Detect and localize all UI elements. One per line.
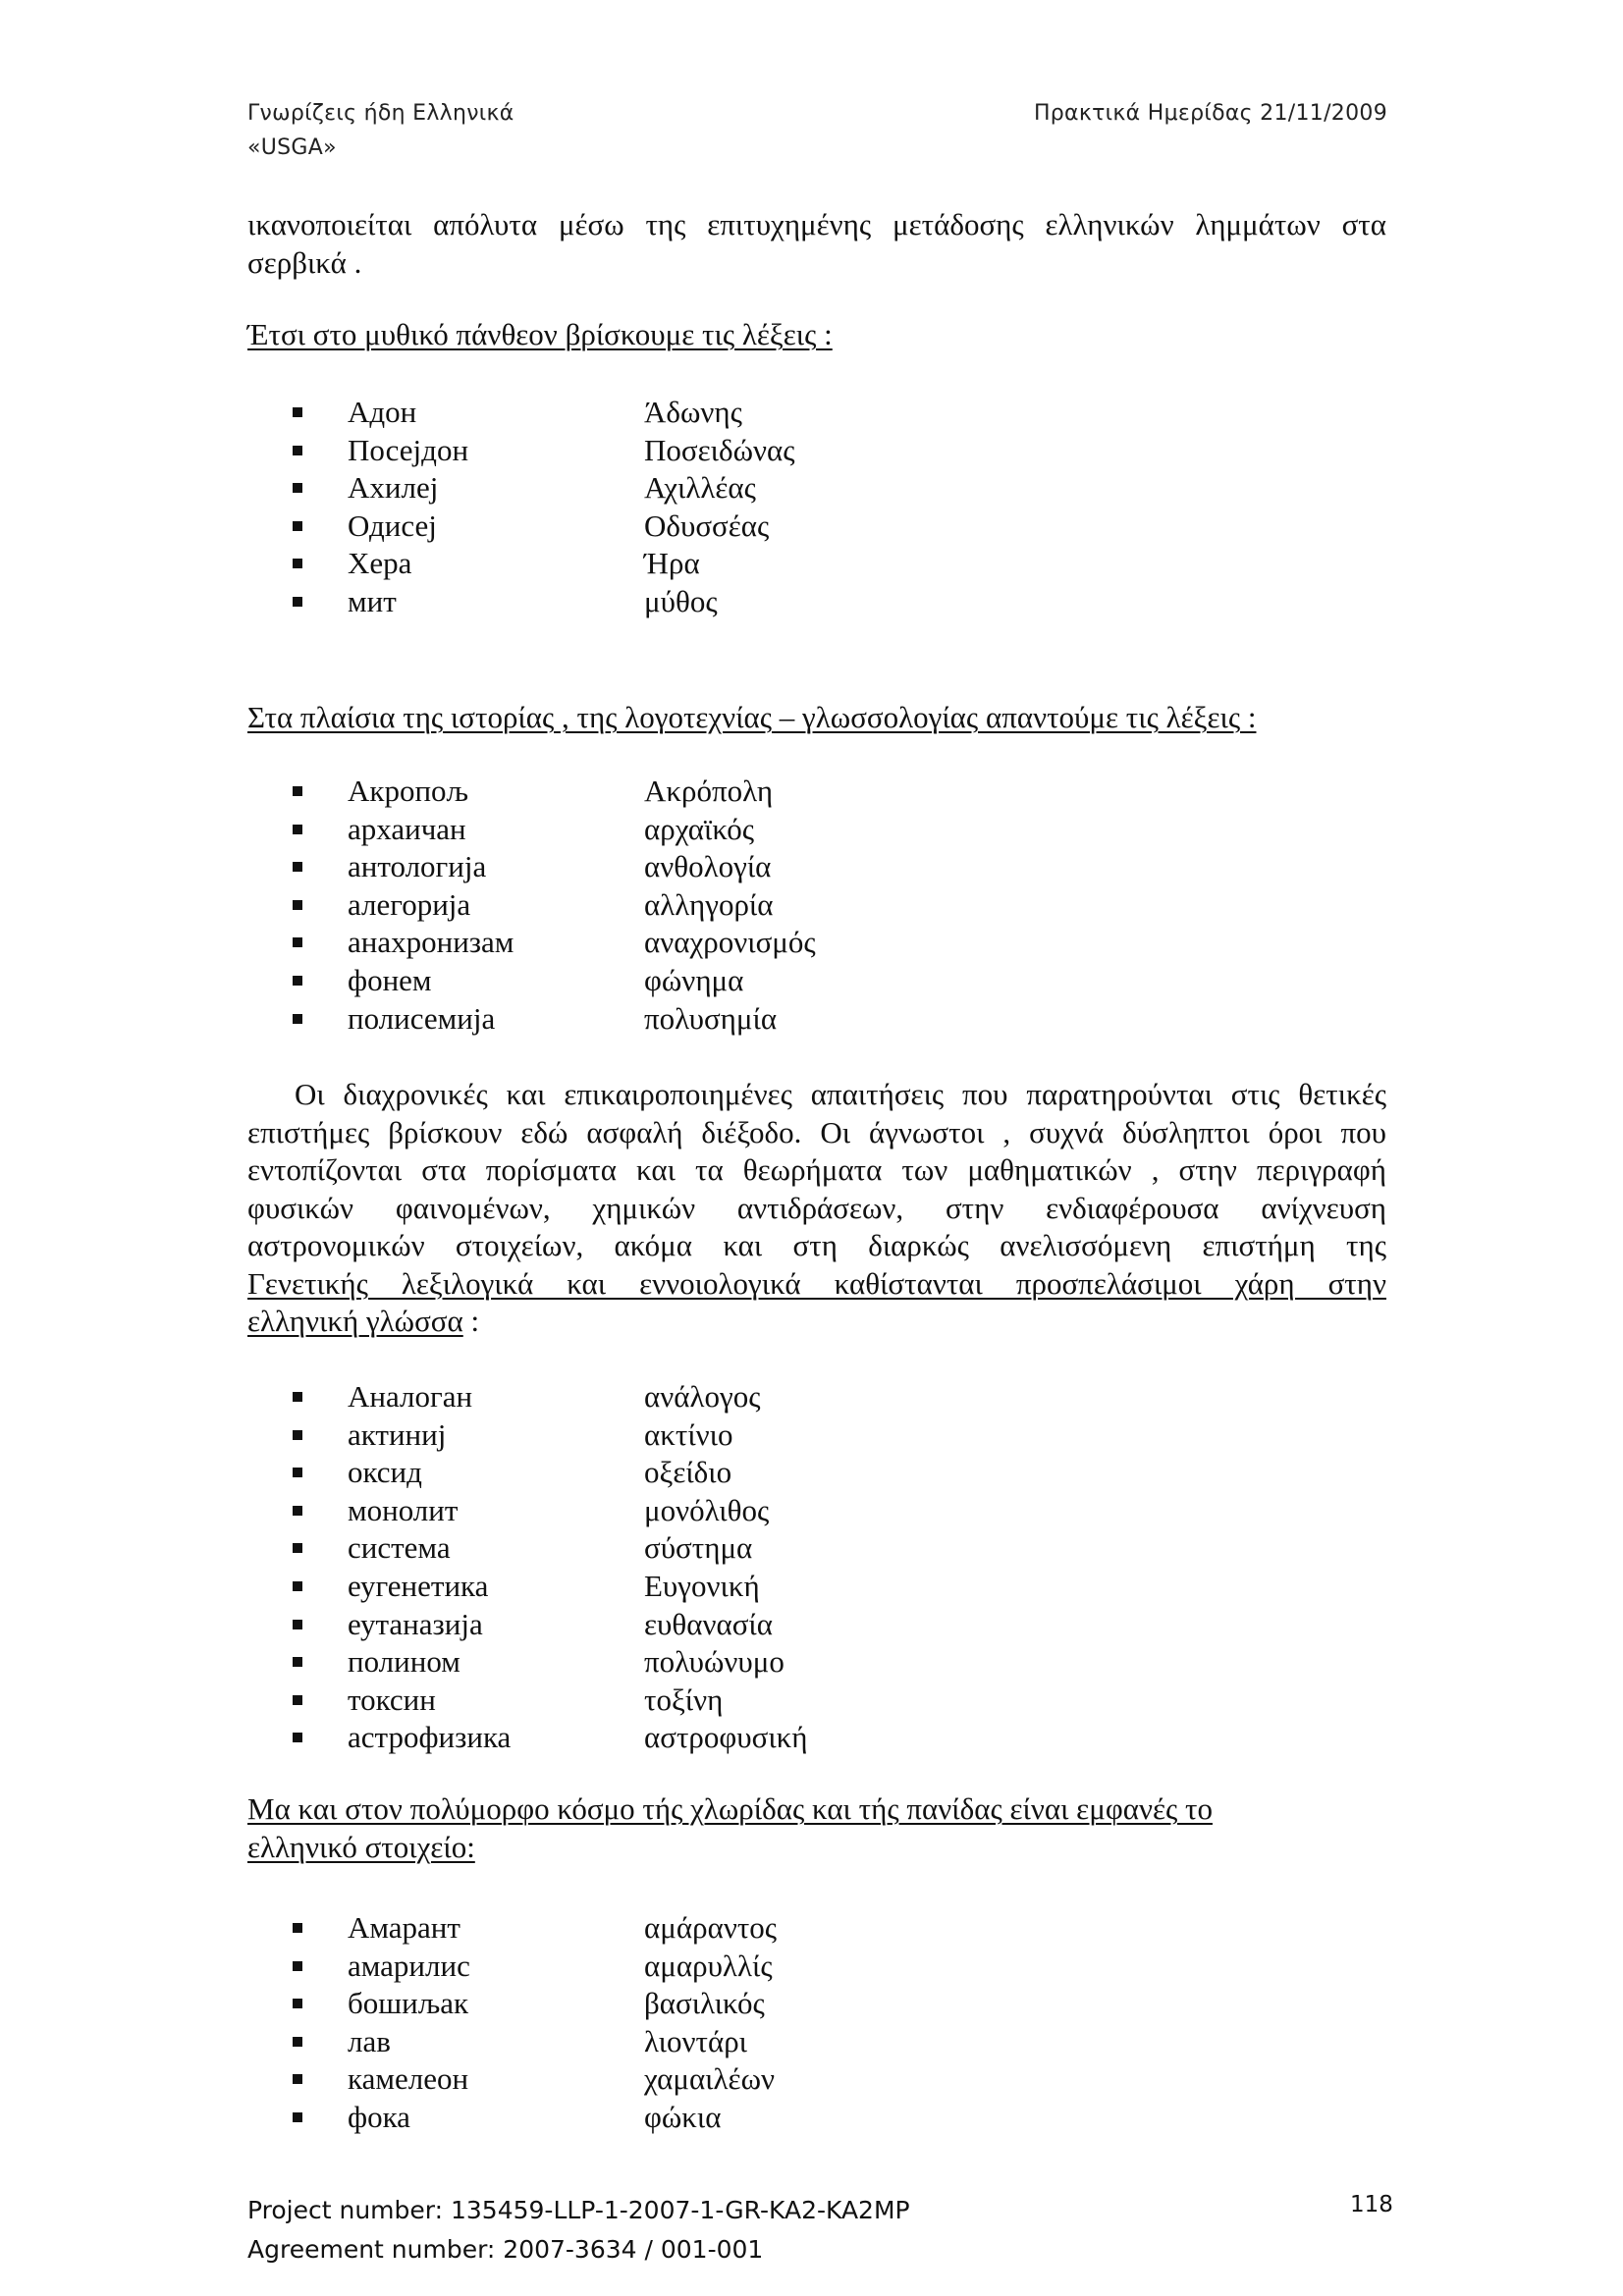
greek-word: φώνημα	[644, 962, 744, 997]
bullet-icon	[293, 976, 302, 986]
serbian-word: Посејдон	[348, 432, 469, 467]
underlined-phrase: ελληνική γλώσσα	[247, 1304, 463, 1338]
bullet-icon	[293, 407, 302, 417]
science-paragraph	[247, 1076, 1386, 1341]
serbian-word: полином	[348, 1644, 460, 1680]
bullet-icon	[293, 1468, 302, 1477]
header-subtitle: «USGA»	[247, 135, 337, 160]
paragraph-tail: :	[462, 1304, 480, 1338]
bullet-icon	[293, 521, 302, 531]
greek-word: μύθος	[644, 583, 718, 618]
section-heading-history: Στα πλαίσια της ιστορίας , της λογοτεχνίας – γλωσσολογίας απαντούμε τις λέξεις :	[247, 700, 1257, 734]
serbian-word: Одисеј	[348, 507, 437, 543]
greek-word: Οδυσσέας	[644, 507, 770, 543]
paragraph-line: Οι διαχρονικές και επικαιροποιημένες απαιτήσεις που παρατηρούνται στις θετικές	[295, 1077, 1386, 1111]
serbian-word: Аналоган	[348, 1379, 473, 1414]
serbian-word: Акропољ	[348, 774, 469, 808]
serbian-word: оксид	[348, 1455, 422, 1490]
bullet-icon	[293, 483, 302, 493]
greek-word: Άδωνης	[644, 395, 742, 429]
serbian-word: бошиљак	[348, 1986, 469, 2021]
serbian-word: еугенетика	[348, 1568, 489, 1603]
bullet-icon	[293, 2112, 302, 2122]
serbian-word: фока	[348, 2099, 410, 2134]
serbian-word: монолит	[348, 1492, 459, 1527]
bullet-icon	[293, 2037, 302, 2047]
bullet-icon	[293, 786, 302, 796]
header-title: Γνωρίζεις ήδη Ελληνικά	[247, 101, 514, 126]
greek-word: φώκια	[644, 2099, 722, 2134]
bullet-icon	[293, 937, 302, 947]
bullet-icon	[293, 1733, 302, 1742]
section-heading-nature-line1: Μα και στον πολύμορφο κόσμο τής χλωρίδας και τής πανίδας είναι εμφανές το	[247, 1791, 1213, 1826]
serbian-word: камелеон	[348, 2061, 469, 2097]
greek-word: Αχιλλέας	[644, 470, 756, 506]
greek-word: ακτίνιο	[644, 1416, 733, 1452]
serbian-word: архаичан	[348, 811, 466, 846]
bullet-icon	[293, 1581, 302, 1591]
serbian-word: Ахилеј	[348, 470, 439, 506]
greek-word: σύστημα	[644, 1530, 753, 1566]
paragraph-line: αστρονομικών στοιχείων, ακόμα και στη διαρκώς ανελισσόμενη επιστήμη της	[247, 1228, 1386, 1262]
bullet-icon	[293, 900, 302, 910]
bullet-icon	[293, 1695, 302, 1705]
bullet-icon	[293, 446, 302, 455]
greek-word: αναχρονισμός	[644, 925, 816, 960]
bullet-icon	[293, 1999, 302, 2008]
serbian-word: Амарант	[348, 1910, 460, 1945]
paragraph-line: σερβικά .	[247, 244, 362, 280]
bullet-icon	[293, 1506, 302, 1516]
serbian-word: полисемија	[348, 1000, 496, 1036]
serbian-word: система	[348, 1530, 451, 1566]
intro-paragraph	[247, 206, 1386, 282]
paragraph-line: ικανοποιείται απόλυτα μέσω της επιτυχημένης μετάδοσης ελληνικών λημμάτων στα	[247, 207, 1386, 241]
greek-word: Ευγονική	[644, 1568, 760, 1603]
greek-word: ανθολογία	[644, 849, 772, 884]
greek-word: χαμαιλέων	[644, 2061, 775, 2097]
serbian-word: лав	[348, 2023, 391, 2058]
serbian-word: мит	[348, 583, 397, 618]
greek-word: μονόλιθος	[644, 1492, 770, 1527]
greek-word: πολυώνυμο	[644, 1644, 784, 1680]
greek-word: αλληγορία	[644, 886, 774, 922]
bullet-icon	[293, 862, 302, 872]
greek-word: ευθανασία	[644, 1606, 774, 1641]
serbian-word: Хера	[348, 546, 412, 581]
bullet-icon	[293, 2074, 302, 2084]
bullet-icon	[293, 597, 302, 607]
bullet-icon	[293, 1014, 302, 1024]
paragraph-line-underlined: Γενετικής λεξιλογικά και εννοιολογικά καθίστανται προσπελάσιμοι χάρη στην	[247, 1265, 1386, 1301]
paragraph-line	[247, 1303, 1386, 1341]
greek-word: αστροφυσική	[644, 1720, 808, 1755]
section-heading-myth: Έτσι στο μυθικό πάνθεον βρίσκουμε τις λέξεις :	[247, 317, 833, 351]
serbian-word: Адон	[348, 395, 417, 429]
serbian-word: фонем	[348, 962, 432, 997]
serbian-word: амарилис	[348, 1948, 470, 1983]
bullet-icon	[293, 1543, 302, 1553]
bullet-icon	[293, 1961, 302, 1971]
greek-word: τοξίνη	[644, 1682, 724, 1717]
greek-word: Ήρα	[644, 546, 700, 581]
paragraph-line: επιστήμες βρίσκουν εδώ ασφαλή διέξοδο. Οι άγνωστοι , συχνά δύσληπτοι όροι που	[247, 1114, 1386, 1149]
serbian-word: токсин	[348, 1682, 436, 1717]
footer-project-number: Project number: 135459-LLP-1-2007-1-GR-KA2-KA2MP	[247, 2196, 910, 2224]
greek-word: πολυσημία	[644, 1000, 778, 1036]
paragraph-line: εντοπίζονται στα πορίσματα και τα θεωρήματα των μαθηματικών , στην περιγραφή	[247, 1152, 1386, 1187]
serbian-word: еутаназија	[348, 1606, 483, 1641]
footer-agreement-number: Agreement number: 2007-3634 / 001-001	[247, 2235, 764, 2264]
serbian-word: астрофизика	[348, 1720, 512, 1755]
paragraph-line: φυσικών φαινομένων, χημικών αντιδράσεων, στην ενδιαφέρουσα ανίχνευση	[247, 1190, 1386, 1225]
bullet-icon	[293, 1620, 302, 1629]
page-number: 118	[1350, 2192, 1393, 2217]
bullet-icon	[293, 1923, 302, 1933]
section-heading-nature-line2: ελληνικό στοιχείο:	[247, 1830, 475, 1864]
bullet-icon	[293, 559, 302, 568]
greek-word: ανάλογος	[644, 1379, 761, 1414]
greek-word: αμαρυλλίς	[644, 1948, 773, 1983]
bullet-icon	[293, 1392, 302, 1402]
greek-word: λιοντάρι	[644, 2023, 748, 2058]
greek-word: Ποσειδώνας	[644, 432, 795, 467]
greek-word: αρχαϊκός	[644, 811, 755, 846]
serbian-word: анахронизам	[348, 925, 514, 960]
serbian-word: актиниј	[348, 1416, 447, 1452]
bullet-icon	[293, 1657, 302, 1667]
bullet-icon	[293, 1430, 302, 1440]
serbian-word: алегорија	[348, 886, 471, 922]
serbian-word: антологија	[348, 849, 487, 884]
greek-word: Ακρόπολη	[644, 774, 774, 808]
greek-word: βασιλικός	[644, 1986, 765, 2021]
header-proceedings: Πρακτικά Ημερίδας 21/11/2009	[1033, 101, 1387, 126]
bullet-icon	[293, 825, 302, 834]
greek-word: αμάραντος	[644, 1910, 778, 1945]
greek-word: οξείδιο	[644, 1455, 732, 1490]
